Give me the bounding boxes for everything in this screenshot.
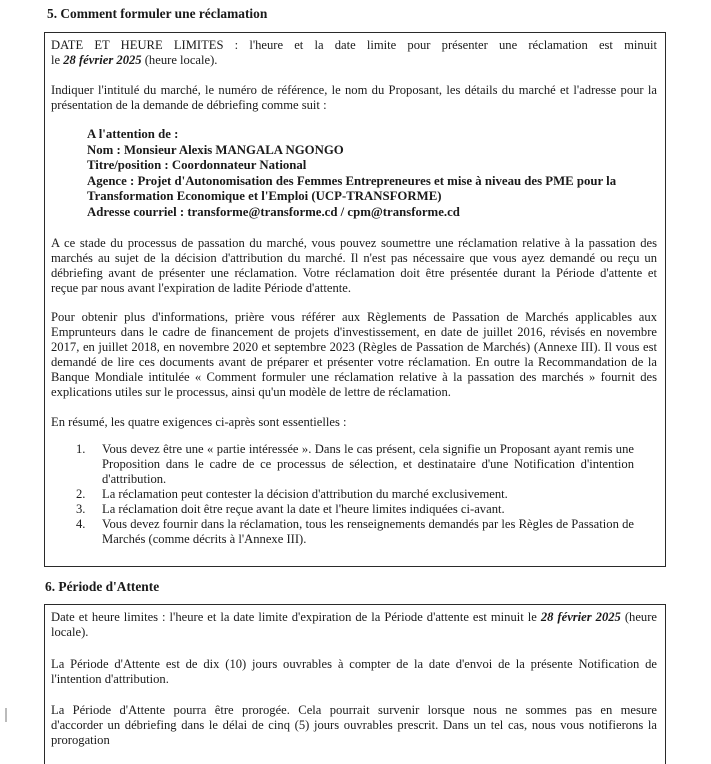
requirement-number: 3. [76,502,86,516]
requirement-item-3 [74,502,634,517]
requirement-item-2 [74,487,634,502]
info-line-2: Emprunteurs dans le cadre de financement de projets d'investissement, en date de juillet 2016, révisés en novembre [51,325,657,339]
waiting-deadline-date: 28 février 2025 [540,610,621,624]
stage-line-2: marchés au sujet de la décision d'attribution du marché. Il n'est pas nécessaire que vous ayez demandé ou reçu un [51,251,657,265]
stage-line-4: reçue par nous avant l'expiration de ladite Période d'attente. [51,281,352,295]
scan-artifact [5,708,7,722]
info-line-1: Pour obtenir plus d'informations, prière vous référer aux Règlements de Passation de Marchés applicables aux [51,310,657,324]
section-6-box [44,604,666,764]
requirement-1-line-1: Vous devez être une « partie intéressée ». Dans le cas présent, cela signifie un Proposant ayant remis une [102,442,634,456]
requirements-list [74,442,634,547]
section-5-heading: 5. Comment formuler une réclamation [47,6,268,21]
section-5-box [44,32,666,567]
contact-agency-line-2: Transformation Economique et l'Emploi (UCP-TRANSFORME) [87,189,442,203]
deadline-date: 28 février 2025 [63,53,142,67]
info-line-3: 2017, en juillet 2018, en novembre 2020 et septembre 2023 (Règles de Passation de Marchés) (Annexe III). Il vous est [51,340,657,354]
section-6-heading: 6. Période d'Attente [45,579,160,594]
requirement-number: 4. [76,517,86,531]
info-paragraph [51,310,657,400]
instructions-line-2: présentation de la demande de débriefing comme suit : [51,98,327,112]
duration-line-1: La Période d'Attente est de dix (10) jours ouvrables à compter de la date d'envoi de la présente Notification de [51,657,657,671]
deadline-suffix: (heure locale). [141,53,218,67]
deadline-line-1: DATE ET HEURE LIMITES : l'heure et la date limite pour présenter une réclamation est minuit [51,38,657,52]
info-line-4: demandé de lire ces documents avant de préparer et présenter votre réclamation. En outre la Recommandation de la [51,355,657,369]
deadline-prefix: le [51,53,64,67]
stage-line-3: débriefing avant de présenter une réclamation. Votre réclamation doit être présentée durant la Période d'attente et [51,266,657,280]
info-line-6: explications utiles sur le processus, ainsi qu'un modèle de lettre de réclamation. [51,385,451,399]
info-line-5: Banque Mondiale intitulée « Comment formuler une réclamation relative à la passation des marchés » fournit des [51,370,657,384]
waiting-deadline-line-2: locale). [51,625,89,639]
contact-agency-line-1: Agence : Projet d'Autonomisation des Femmes Entrepreneures et mise à niveau des PME pour la [87,173,617,188]
waiting-deadline-prefix: Date et heure limites : l'heure et la date limite d'expiration de la Période d'attente est minuit le [51,610,541,624]
instructions-paragraph [51,83,657,113]
duration-paragraph [51,657,657,687]
summary-intro: En résumé, les quatre exigences ci-après sont essentielles : [51,415,347,429]
contact-block [87,127,662,220]
requirement-4-line-2: Marchés (comme décrits à l'Annexe III). [102,532,307,546]
contact-attention: A l'attention de : [87,127,179,141]
extension-line-1: La Période d'Attente pourra être prorogée. Cela pourrait survenir lorsque nous ne sommes pas en mesure [51,703,657,717]
contact-email: Adresse courriel : transforme@transforme.cd / cpm@transforme.cd [87,204,460,219]
requirement-item-4 [74,517,634,547]
extension-paragraph [51,703,657,748]
requirement-1-line-2: Proposition dans le cadre de ce processus de sélection, et destinataire d'une Notification d'intention [102,457,634,471]
contact-name: Nom : Monsieur Alexis MANGALA NGONGO [87,142,344,157]
requirement-2-line-1: La réclamation peut contester la décision d'attribution du marché exclusivement. [102,487,508,501]
requirement-1-line-3: d'attribution. [102,472,167,486]
contact-title: Titre/position : Coordonnateur National [87,158,307,172]
requirement-number: 1. [76,442,86,456]
waiting-deadline-suffix: (heure [620,610,658,624]
extension-line-2: d'accorder un débriefing dans le délai de cinq (5) jours ouvrables prescrit. Dans un tel cas, nous vous notifierons la [51,718,657,732]
instructions-line-1: Indiquer l'intitulé du marché, le numéro de référence, le nom du Proposant, les détails du marché et l'adresse pour la [51,83,657,97]
requirement-number: 2. [76,487,86,501]
requirement-item-1 [74,442,634,487]
duration-line-2: l'intention d'attribution. [51,672,169,686]
extension-line-3: prorogation [51,733,110,747]
waiting-deadline-paragraph [51,610,657,640]
stage-line-1: A ce stade du processus de passation du marché, vous pouvez soumettre une réclamation relative à la passation des [51,236,657,250]
stage-paragraph [51,236,657,296]
waiting-deadline-line-1 [51,610,657,625]
requirement-4-line-1: Vous devez fournir dans la réclamation, tous les renseignements demandés par les Règles de Passation de [102,517,634,531]
deadline-paragraph [51,38,657,68]
deadline-line-2 [51,53,657,68]
requirement-3-line-1: La réclamation doit être reçue avant la date et l'heure limites indiquées ci-avant. [102,502,505,516]
